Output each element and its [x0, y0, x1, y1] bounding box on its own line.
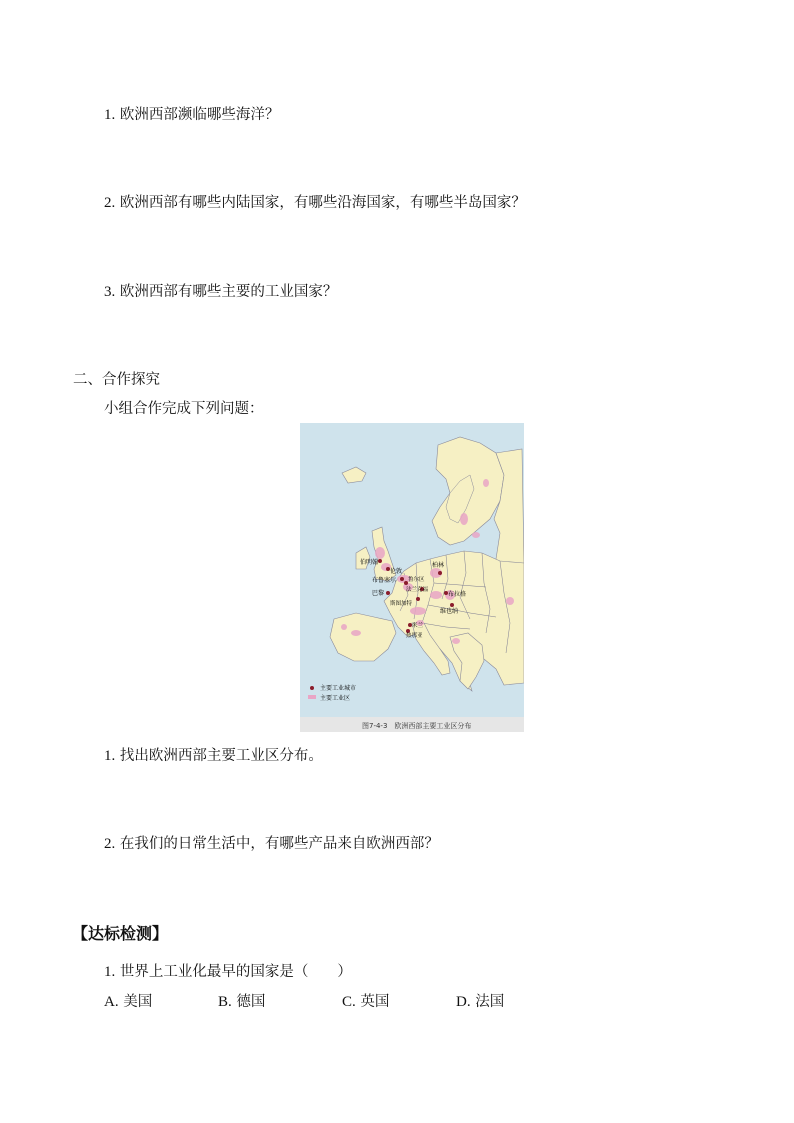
- question-number: 3.: [104, 284, 116, 300]
- svg-text:维也纳: 维也纳: [440, 608, 459, 615]
- option-letter: B.: [218, 994, 232, 1010]
- question-1-2: [104, 193, 526, 213]
- svg-text:布拉格: 布拉格: [448, 591, 467, 598]
- svg-text:柏林: 柏林: [432, 562, 445, 569]
- legend-city-marker: [310, 686, 314, 690]
- section-heading-assessment: 【达标检测】: [72, 924, 169, 943]
- option-text: 法国: [475, 994, 505, 1010]
- option-letter: A.: [104, 994, 119, 1010]
- svg-text:巴黎: 巴黎: [372, 590, 385, 597]
- question-number: 1.: [104, 107, 116, 123]
- figure-caption: 图7-4-3 欧洲西部主要工业区分布: [362, 722, 472, 730]
- section-intro: 小组合作完成下列问题：: [104, 401, 264, 417]
- question-text: 在我们的日常生活中，有哪些产品来自欧洲西部？: [119, 836, 439, 852]
- option-letter: D.: [456, 994, 471, 1010]
- question-number: 1.: [104, 748, 116, 764]
- city-frankfurt: [406, 585, 429, 593]
- question-2-2: [104, 834, 439, 854]
- option-text: 英国: [360, 994, 390, 1010]
- question-text: 找出欧洲西部主要工业区分布。: [119, 748, 323, 764]
- option-d: [456, 992, 504, 1012]
- question-number: 2.: [104, 836, 116, 852]
- option-b: [218, 992, 265, 1012]
- question-text: 欧洲西部濒临哪些海洋？: [119, 107, 280, 123]
- europe-industry-map-figure: [300, 423, 524, 732]
- svg-text:布鲁塞尔: 布鲁塞尔: [372, 577, 397, 584]
- svg-text:米兰: 米兰: [412, 623, 424, 629]
- option-text: 德国: [236, 994, 266, 1010]
- legend-region-swatch: [308, 695, 316, 699]
- svg-text:伦敦: 伦敦: [390, 568, 403, 575]
- question-text: 欧洲西部有哪些内陆国家，有哪些沿海国家，有哪些半岛国家？: [119, 195, 526, 211]
- question-text: 世界上工业化最早的国家是（ ）: [119, 964, 352, 980]
- question-text: 欧洲西部有哪些主要的工业国家？: [119, 284, 338, 300]
- svg-text:法兰克福: 法兰克福: [406, 587, 429, 593]
- svg-text:鲁尔区: 鲁尔区: [408, 577, 425, 583]
- legend-region-label: 主要工业区: [320, 695, 351, 702]
- question-1-3: [104, 282, 337, 302]
- option-a: [104, 992, 152, 1012]
- option-text: 美国: [123, 994, 153, 1010]
- option-letter: C.: [342, 994, 356, 1010]
- svg-text:伯明翰: 伯明翰: [360, 559, 379, 566]
- section-heading-cooperation: 二、合作探究: [73, 372, 160, 388]
- svg-text:斯图加特: 斯图加特: [390, 601, 413, 607]
- europe-map-image: [300, 423, 524, 732]
- city-prague: [444, 590, 466, 598]
- question-number: 1.: [104, 964, 116, 980]
- svg-text:热那亚: 热那亚: [406, 633, 423, 639]
- option-c: [342, 992, 389, 1012]
- question-3-1: [104, 962, 352, 982]
- question-2-1: [104, 746, 323, 766]
- question-1-1: [104, 105, 279, 125]
- legend-city-label: 主要工业城市: [320, 685, 357, 692]
- question-number: 2.: [104, 195, 116, 211]
